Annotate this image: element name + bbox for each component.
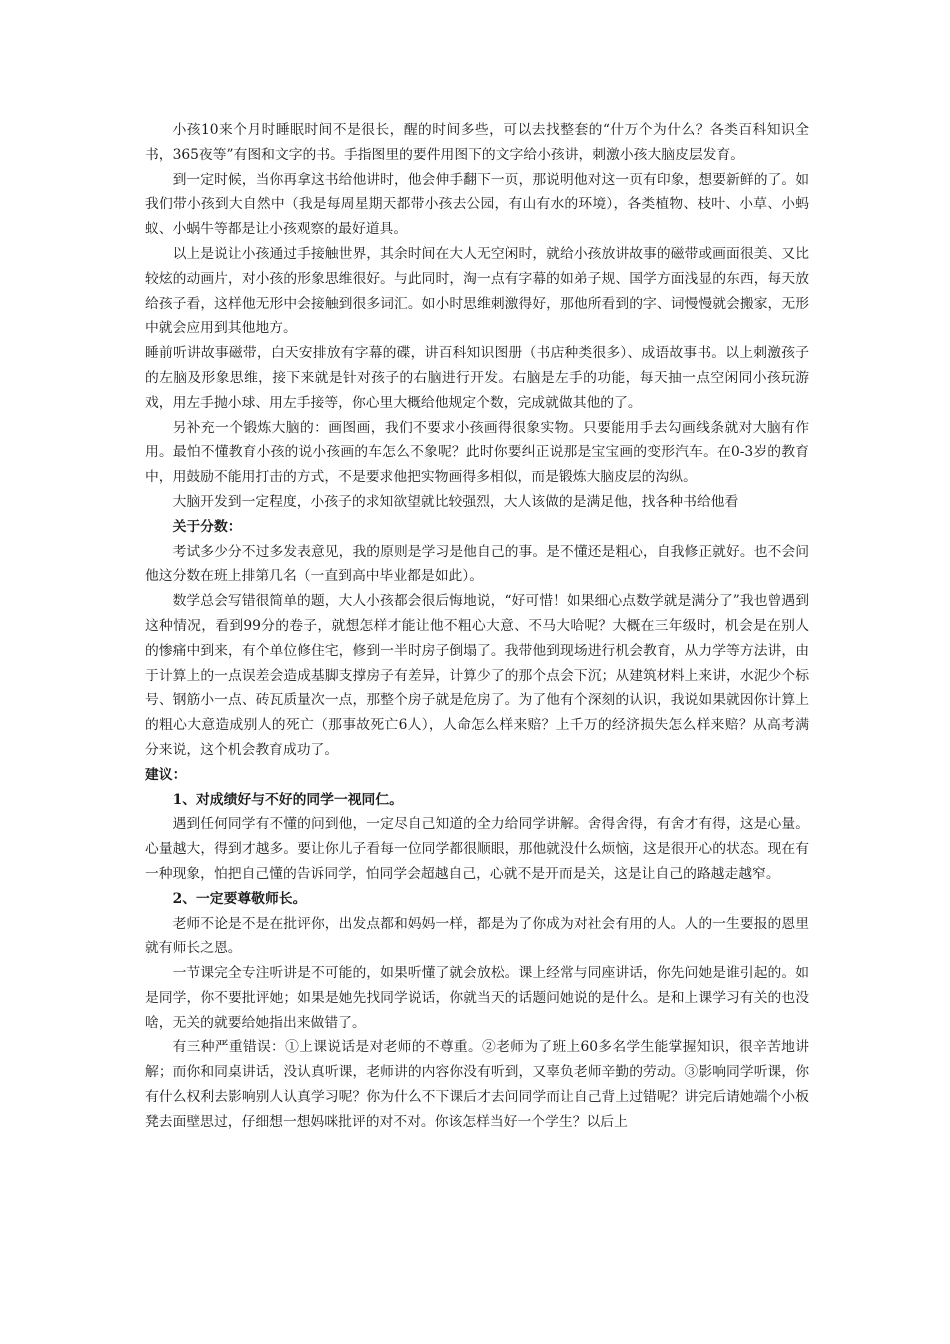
paragraph-book-interest: 到一定时候，当你再拿这书给他讲时，他会伸手翻下一页，那说明他对这一页有印象，想要新鲜的了。如我们带小孩到大自然中（我是每周星期天都带小孩去公园，有山有水的环境），各类植物、枝叶、小草、小蚂蚁、小蜗牛等都是让小孩观察的最好道具。 xyxy=(145,171,809,238)
document-body xyxy=(145,118,809,1135)
heading-suggestion-2: 2、一定要尊敬师长。 xyxy=(172,890,307,907)
paragraph-three-mistakes: 有三种严重错误：①上课说话是对老师的不尊重。②老师为了班上60多名学生能掌握知识，很辛苦地讲解；而你和同桌讲话，没认真听课，老师讲的内容你没有听到，又辜负老师辛勤的劳动。③影响同学听课，你有什么权利去影响别人认真学习呢？你为什么不下课后才去问同学而让自己背上过错呢？讲完后请她端个小板凳去面壁思过，仔细想一想妈咪批评的对不对。你该怎样当好一个学生？以后上 xyxy=(145,1039,809,1130)
paragraph-carelessness-lesson: 数学总会写错很简单的题，大人小孩都会很后悔地说，“好可惜！如果细心点数学就是满分了”我也曾遇到这种情况，看到99分的卷子，就想怎样才能让他不粗心大意、不马大哈呢？大概在三年级时，机会是在别人的惨痛中到来，有个单位修住宅，修到一半时房子倒塌了。我带他到现场进行机会教育，从力学等方法讲，由于计算上的一点误差会造成基脚支撑房子有差异，计算少了的那个点会下沉；从建筑材料上来讲，水泥少个标号、钢筋小一点、砖瓦质量次一点，那整个房子就是危房了。为了他有个深刻的认识，我说如果就因你计算上的粗心大意造成别人的死亡（那事故死亡6人），人命怎么样来赔？上千万的经济损失怎么样来赔？从高考满分来说，这个机会教育成功了。 xyxy=(145,593,809,758)
paragraph-exam-scores: 考试多少分不过多发表意见，我的原则是学习是他自己的事。是不懂还是粗心，自我修正就好。也不会问他这分数在班上排第几名（一直到高中毕业都是如此）。 xyxy=(145,543,809,585)
paragraph-helping-classmates: 遇到任何同学有不懂的问到他，一定尽自己知道的全力给同学讲解。舍得舍得，有舍才有得，这是心量。心量越大，得到才越多。要让你儿子看每一位同学都很顺眼，那他就没什么烦恼，这是很开心的状态。现在有一种现象，怕把自己懂的告诉同学，怕同学会超越自己，心就不是开而是关，这是让自己的路越走越窄。 xyxy=(145,816,809,882)
paragraph-curiosity: 大脑开发到一定程度，小孩子的求知欲望就比较强烈，大人该做的是满足他，找各种书给他看 xyxy=(172,493,739,510)
paragraph-respect-teachers: 老师不论是不是在批评你，出发点都和妈妈一样，都是为了你成为对社会有用的人。人的一生要报的恩里就有师长之恩。 xyxy=(145,915,809,957)
heading-suggestion-1: 1、对成绩好与不好的同学一视同仁。 xyxy=(172,791,403,808)
heading-suggestions: 建议： xyxy=(145,766,187,783)
paragraph-stories-subtitles: 以上是说让小孩通过手接触世界，其余时间在大人无空闲时，就给小孩放讲故事的磁带或画面很美、又比较炫的动画片，对小孩的形象思维很好。与此同时，淘一点有字幕的如弟子规、国学方面浅显的东西，每天放给孩子看，这样他无形中会接触到很多词汇。如小时思维刺激得好，那他所看到的字、词慢慢就会搬家，无形中就会应用到其他地方。 xyxy=(145,245,809,337)
heading-about-scores: 关于分数： xyxy=(172,518,242,535)
paragraph-right-brain: 睡前听讲故事磁带，白天安排放有字幕的碟，讲百科知识图册（书店种类很多）、成语故事书。以上刺激孩子的左脑及形象思维，接下来就是针对孩子的右脑进行开发。右脑是左手的功能，每天抽一点空闲同小孩玩游戏，用左手抛小球、用左手接等，你心里大概给他规定个数，完成就做其他的了。 xyxy=(145,345,809,411)
paragraph-class-talking: 一节课完全专注听讲是不可能的，如果听懂了就会放松。课上经常与同座讲话，你先问她是谁引起的。如是同学，你不要批评她；如果是她先找同学说话，你就当天的话题问她说的是什么。是和上课学习有关的也没啥，无关的就要给她指出来做错了。 xyxy=(145,965,809,1031)
paragraph-newborn-reading: 小孩10来个月时睡眠时间不是很长，醒的时间多些，可以去找整套的“什万个为什么？各类百科知识全书，365夜等”有图和文字的书。手指图里的要件用图下的文字给小孩讲，刺激小孩大脑皮层发育。 xyxy=(145,122,809,163)
paragraph-drawing: 另补充一个锻炼大脑的：画图画，我们不要求小孩画得很象实物。只要能用手去勾画线条就对大脑有作用。最怕不懂教育小孩的说小孩画的车怎么不象呢？此时你要纠正说那是宝宝画的变形汽车。在0-3岁的教育中，用鼓励不能用打击的方式，不是要求他把实物画得多相似，而是锻炼大脑皮层的沟纵。 xyxy=(145,419,809,486)
